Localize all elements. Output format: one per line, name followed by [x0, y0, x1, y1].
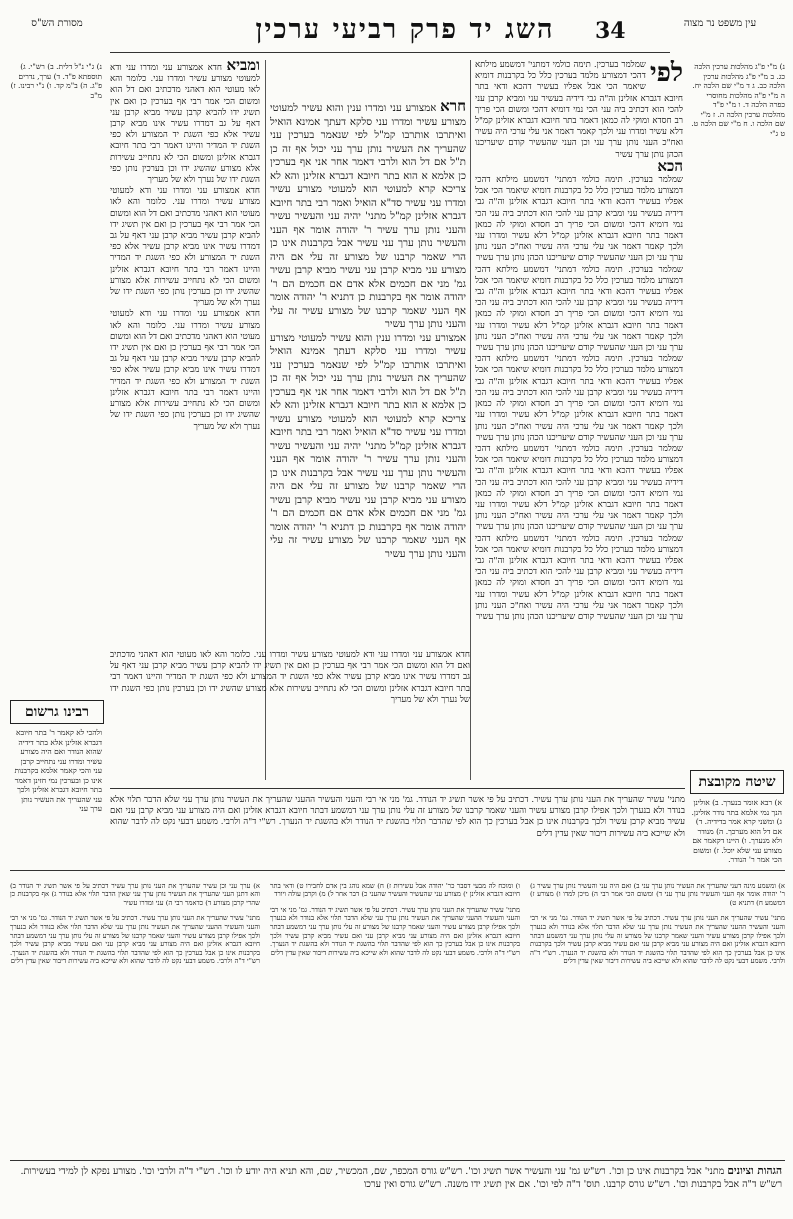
rashi-body: שמלמר בערכין. תימה כולמי דמתני' דמשמע מילתא דהכי דמצורע מלמד בערכין כלל כל בקרבנות דומיא שיאמר הכי אבל אפליו בעשיר דהכא ודאי בתר חיובא דגברא אזלינן וה"ה גבי דידיה בעשיר עני ומביא קרבן עני להכי הוא דכתיב ביה עני הכי נמי דומיא דהכי ומשום הכי פריך רב חסדא ומוקי לה כמאן דאמר בתר חיובא דגברא אזלינן קמ"ל דלא עשיר ומדרו עני ולכך קאמר דאמר אני עלי ערכי היה עשיר ואח"כ העני נותן ערך עני וכן העני שהעשיר קודם שיעריכנו הכהן נותן ערך עשיר	[475, 60, 683, 160]
rabbeinu-gershom-body: ולהכי לא קאמר ר' בתר חיובא דגברא אזלינן אלא בתר דידיה שהוא הנודר ואם היה מצורע עשיר ומדרו עני נתחייב קרבן עני והכי קאמר אלמא בקרבנות אינו כן ובערכין נמי חזינן דאמר בתר חיובא דגברא אזלינן ולכך עני שהעריך את העשיר נותן ערך עני	[14, 728, 102, 813]
page-number: 34	[595, 18, 626, 44]
footnotes-right-text: א) ומשמע מינה דעני שהעריך את העשיר נותן ערך עני ב) ואם היה עני והעשיר נותן ערך עשיר ג) ר' יהודה אומר אף העני והעשיר נותן ערך עני ד) ומשום הכי אמר רבי ה) מיכן למדו ו) מצורע ז) דמשמע ח) דתניא ט)	[530, 881, 785, 907]
divider-right	[470, 60, 471, 780]
footnotes-right	[530, 875, 785, 1155]
rashi-body-repeat-3: שמלמר בערכין. תימה כולמי דמתני' דמשמע מילתא דהכי דמצורע מלמד בערכין כלל כל בקרבנות דומיא שיאמר הכי אבל אפליו בעשיר דהכא ודאי בתר חיובא דגברא אזלינן וה"ה גבי דידיה בעשיר עני ומביא קרבן עני להכי הוא דכתיב ביה עני הכי נמי דומיא דהכי ומשום הכי פריך רב חסדא ומוקי לה כמאן דאמר בתר חיובא דגברא אזלינן קמ"ל דלא עשיר ומדרו עני ולכך קאמר דאמר אני עלי ערכי היה עשיר ואח"כ העני נותן ערך עני וכן העני שהעשיר קודם שיעריכנו הכהן נותן ערך עשיר	[475, 354, 683, 443]
rashi-column	[475, 60, 683, 780]
haggahot-text: מתני' אבל בקרבנות אינו כן וכו'. רש"ש גמ' עני והעשיר אשר תשיג וכו'. רש"ש גורס המכפר, שם, המכשיר, שם, והא תניא היה יודע לו וכו'. רש"י ד"ה ולרבי וכו'. מצורע נפקא לן למידי בעשירות. רש"ש ד"ה אבל בקרבנות וכו'. רש"ש גורס קרבנו. תוס' ד"ה לפי וכו'. אם אין תשיג ידו משנה. רש"ש גורס ואין ערכו	[20, 1166, 782, 1190]
tosafot-body-repeat: חדא אמצורע עני ומדרו עני ודא למעוטי מצורע עשיר ומדרו עני. כלומר והא לאו מעוטי הוא דאהני מדכתיב ואם דל הוא ומשום הכי אמר רבי אף בערכין כן ואם אין תשיג ידו להביא קרבן עשיר מביא קרבן עני דאף על גב דמדרו עשיר אינו מביא קרבן עשיר אלא כפי השגת יד המצורע ולא כפי השגת יד המדיר והיינו דאמר רבי בתר חיובא דגברא אזלינן ומשום הכי לא נתחייב עשירות אלא מצורע שהשיג ידו וכן בערכין נותן כפי השגת ידו של נערך ולא של מעריך	[110, 186, 260, 309]
tosafot-body: חדא אמצורע עני ומדרו עני ודא למעוטי מצורע עשיר ומדרו עני. כלומר והא לאו מעוטי הוא דאהני מדכתיב ואם דל הוא ומשום הכי אמר רבי אף בערכין כן ואם אין תשיג ידו להביא קרבן עשיר מביא קרבן עני דאף על גב דמדרו עשיר אינו מביא קרבן עשיר אלא כפי השגת יד המצורע ולא כפי השגת יד המדיר והיינו דאמר רבי בתר חיובא דגברא אזלינן ומשום הכי לא נתחייב עשירות אלא מצורע שהשיג ידו וכן בערכין נותן כפי השגת ידו של נערך ולא של מעריך	[110, 63, 260, 186]
rashi-body-repeat-5: שמלמר בערכין. תימה כולמי דמתני' דמשמע מילתא דהכי דמצורע מלמד בערכין כלל כל בקרבנות דומיא שיאמר הכי אבל אפליו בעשיר דהכא ודאי בתר חיובא דגברא אזלינן וה"ה גבי דידיה בעשיר עני ומביא קרבן עני להכי הוא דכתיב ביה עני הכי נמי דומיא דהכי ומשום הכי פריך רב חסדא ומוקי לה כמאן דאמר בתר חיובא דגברא אזלינן קמ"ל דלא עשיר ומדרו עני ולכך קאמר דאמר אני עלי ערכי היה עשיר ואח"כ העני נותן ערך עני וכן העני שהעשיר קודם שיעריכנו הכהן נותן ערך עשיר	[475, 533, 683, 622]
footnote-rule	[10, 870, 785, 871]
page-title: השג יד פרק רביעי ערכין	[255, 14, 555, 45]
shita-mekubetzet-body: א) רבא אומר בנערך. ב) אולינן הנך נמי אלמא בתר נודר אזלינן. ג) ומשני קרא אמר בדידיה. ד) אם דל הוא מערכך. ה) מנודר ולא מנערך. ו) היינו דקאמר אם מצורע עני שלא יוכל. ז) ומשום הכי אמר ר' הנודר.	[691, 798, 782, 864]
footnotes-center	[270, 875, 520, 1155]
rashi-body-repeat: שמלמר בערכין. תימה כולמי דמתני' דמשמע מילתא דהכי דמצורע מלמד בערכין כלל כל בקרבנות דומיא שיאמר הכי אבל אפליו בעשיר דהכא ודאי בתר חיובא דגברא אזלינן וה"ה גבי דידיה בעשיר עני ומביא קרבן עני להכי הוא דכתיב ביה עני הכי נמי דומיא דהכי ומשום הכי פריך רב חסדא ומוקי לה כמאן דאמר בתר חיובא דגברא אזלינן קמ"ל דלא עשיר ומדרו עני ולכך קאמר דאמר אני עלי ערכי היה עשיר ואח"כ העני נותן ערך עני וכן העני שהעשיר קודם שיעריכנו הכהן נותן ערך עשיר	[475, 175, 683, 264]
rashi-body-repeat-4: שמלמר בערכין. תימה כולמי דמתני' דמשמע מילתא דהכי דמצורע מלמד בערכין כלל כל בקרבנות דומיא שיאמר הכי אבל אפליו בעשיר דהכא ודאי בתר חיובא דגברא אזלינן וה"ה גבי דידיה בעשיר עני ומביא קרבן עני להכי הוא דכתיב ביה עני הכי נמי דומיא דהכי ומשום הכי פריך רב חסדא ומוקי לה כמאן דאמר בתר חיובא דגברא אזלינן קמ"ל דלא עשיר ומדרו עני ולכך קאמר דאמר אני עלי ערכי היה עשיר ואח"כ העני נותן ערך עני וכן העני שהעשיר קודם שיעריכנו הכהן נותן ערך עשיר	[475, 443, 683, 533]
gemara-body: אמצורע עני ומדרו ענין והוא עשיר למעוטי מצורע עשיר ומדרו עני סלקא דעתך אמינא הואיל ואיתרבו אותרבו קמ"ל לפי שנאמר בערכין עני שהעריך את העשיר נותן ערך עני יכול אף זה כן ת"ל אם דל הוא ולרבי דאמר אחר אני אף בערכין כן אלמא א הוא בתר חיובא דגברא אזלינן והא לא צריכא קרא למעוטי הוא למעוטי מצורע עשיר ומדרו עני עשיר סד"א הואיל ואמר רבי בתר חיובא דגברא אזלינן קמ"ל מתני' יהיה עני והעשיר עשיר והעני נותן ערך עשיר ר' יהודה אומר אף העני והעשיר נותן ערך עני עשיר אבל בקרבנות אינו כן הרי שאמר קרבנו של מצורע זה עלי אם היה מצורע עני מביא קרבן עני עשיר מביא קרבן עשיר גמ' מני אם חכמים אלא אדם אם חכמים הם ר' יהודה אומר אף בקרבנות כן דתניא ר' יהודה אומר אף העני שאמר קרבנו של מצורע עשיר זה עלי והעני נותן ערך עשיר	[270, 103, 466, 330]
gemara-body-repeat: אמצורע עני ומדרו ענין והוא עשיר למעוטי מצורע עשיר ומדרו עני סלקא דעתך אמינא הואיל ואיתרבו אותרבו קמ"ל לפי שנאמר בערכין עני שהעריך את העשיר נותן ערך עני יכול אף זה כן ת"ל אם דל הוא ולרבי דאמר אחר אני אף בערכין כן אלמא א הוא בתר חיובא דגברא אזלינן והא לא צריכא קרא למעוטי הוא למעוטי מצורע עשיר ומדרו עני עשיר סד"א הואיל ואמר רבי בתר חיובא דגברא אזלינן קמ"ל מתני' יהיה עני והעשיר עשיר והעני נותן ערך עשיר ר' יהודה אומר אף העני והעשיר נותן ערך עני עשיר אבל בקרבנות אינו כן הרי שאמר קרבנו של מצורע זה עלי אם היה מצורע עני מביא קרבן עני עשיר מביא קרבן עשיר גמ' מני אם חכמים אלא אדם אם חכמים הם ר' יהודה אומר אף בקרבנות כן דתניא ר' יהודה אומר אף העני שאמר קרבנו של מצורע עשיר זה עלי והעני נותן ערך עשיר	[270, 332, 466, 560]
header-rule	[110, 52, 670, 53]
tosafot-column	[110, 60, 260, 640]
footnotes-center-text-2: מתני' עשיר שהעריך את העני נותן ערך עשיר. דכתיב על פי אשר תשיג יד הנודר. גמ' מני אי רבי והעני והעשיר ההעני שהעריך את העשיר נותן ערך עני שלא הדבר תלוי אלא בנודר ולא בנערך ולכך אפילו קרבן מצורע עשיר והעני שאמר קרבנו של מצורע זה עלי נותן ערך עני דמשמע דבתר חיובא דגברא אזלינן ואם היה מצורע עני מביא קרבן עני ואם עשיר מביא קרבן עשיר ולכך בקרבנות אינו כן אבל בערכין כך הוא לפי שהדבר תלוי בהשגת יד הנודר ולא בהשגת יד הנערך. רש"י ד"ה ולרבי. משמע דבעי נקט לה לדבר שהוא ולא שייכא ביה עשירות דיבור שאין עדין דלים	[270, 905, 520, 957]
gemara-column	[270, 100, 466, 660]
tosafot-continuation: חדא אמצורע עני ומדרו עני ודא למעוטי מצורע עשיר ומדרו עני. כלומר והא לאו מעוטי הוא דאהני מדכתיב ואם דל הוא ומשום הכי אמר רבי אף בערכין כן ואם אין תשיג ידו להביא קרבן עשיר מביא קרבן עני דאף על גב דמדרו עשיר אינו מביא קרבן עשיר אלא כפי השגת יד המצורע ולא כפי השגת יד המדיר והיינו דאמר רבי בתר חיובא דגברא אזלינן ומשום הכי לא נתחייב עשירות אלא מצורע שהשיג ידו וכן בערכין נותן כפי השגת ידו של נערך ולא של מעריך	[110, 650, 470, 705]
header-right-note: עין משפט נר מצוה	[683, 18, 757, 29]
header-left-note: מסורת הש"ס	[31, 18, 83, 29]
ein-mishpat-notes: נ) מ"י פ"ג מהלכות ערכין הלכה כג. ב מ"י פ"ג מהלכות ערכין הלכה כב. ג ד מ"י שם הלכה יח. ה מ"י פ"ה מהלכות מחוסרי כפרה הלכה ד. ו מ"י פ"ד מהלכות ערכין הלכה ה. ז מ"י שם הלכה ו. ח מ"י שם הלכה ט. ט ג"י	[691, 62, 785, 138]
footnotes-left-text: א) ערך עני וכן עשיר שהעריך את העני נותן ערך עשיר דכתיב על פי אשר תשיג יד הנודר ב) והא דתנן העני שהעריך את העשיר נותן ערך עני שאין הדבר תלוי אלא בנודר ג) אף בקרבנות כן שהרי קרבן מצורע ד) כדאמר רבי ה) עני ומדרו עשיר	[10, 881, 260, 907]
mesoret-hashas-notes: נ) ג"י נ"ל דלית. ב) רש"י. ג) תוספתא פ"ד. ד) ערך, נדרים פ"ג. ה) ב"מ קד. ו) נ"י רבינו. ז) מ"ב	[10, 62, 102, 100]
tosafot-lead-word: ומביא	[226, 60, 260, 74]
haggahot-label: הגהות וציונים	[727, 1165, 782, 1177]
gemara-lead-word: חרא	[440, 100, 466, 115]
page-header	[0, 10, 793, 50]
shita-mekubetzet-title: שיטה מקובצת	[690, 770, 784, 794]
footnotes-right-text-2: מתני' עשיר שהעריך את העני נותן ערך עשיר. דכתיב על פי אשר תשיג יד הנודר. גמ' מני אי רבי והעני והעשיר ההעני שהעריך את העשיר נותן ערך עני שלא הדבר תלוי אלא בנודר ולא בנערך ולכך אפילו קרבן מצורע עשיר והעני שאמר קרבנו של מצורע זה עלי נותן ערך עני דמשמע דבתר חיובא דגברא אזלינן ואם היה מצורע עני מביא קרבן עני ואם עשיר מביא קרבן עשיר ולכך בקרבנות אינו כן אבל בערכין כך הוא לפי שהדבר תלוי בהשגת יד הנודר ולא בהשגת יד הנערך. רש"י ד"ה ולרבי. משמע דבעי נקט לה לדבר שהוא ולא שייכא ביה עשירות דיבור שאין עדין דלים	[530, 914, 785, 966]
tosafot-body-repeat-2: חדא אמצורע עני ומדרו עני ודא למעוטי מצורע עשיר ומדרו עני. כלומר והא לאו מעוטי הוא דאהני מדכתיב ואם דל הוא ומשום הכי אמר רבי אף בערכין כן ואם אין תשיג ידו להביא קרבן עשיר מביא קרבן עני דאף על גב דמדרו עשיר אינו מביא קרבן עשיר אלא כפי השגת יד המצורע ולא כפי השגת יד המדיר והיינו דאמר רבי בתר חיובא דגברא אזלינן ומשום הכי לא נתחייב עשירות אלא מצורע שהשיג ידו וכן בערכין נותן כפי השגת ידו של נערך ולא של מעריך	[110, 309, 260, 432]
mid-rule	[110, 788, 685, 789]
haggahot-strip	[12, 1165, 782, 1191]
rashi-lead-word: לפי	[649, 60, 683, 88]
lower-commentary: מתני' עשיר שהעריך את העני נותן ערך עשיר. דכתיב על פי אשר תשיג יד הנודר. גמ' מני אי רבי והעני והעשיר ההעני שהעריך את העשיר נותן ערך עני שלא הדבר תלוי אלא בנודר ולא בנערך ולכך אפילו קרבן מצורע עשיר והעני שאמר קרבנו של מצורע זה עלי נותן ערך עני דמשמע דבתר חיובא דגברא אזלינן ואם היה מצורע עני מביא קרבן עני ואם עשיר מביא קרבן עשיר ולכך בקרבנות אינו כן אבל בערכין כך הוא לפי שהדבר תלוי בהשגת יד הנודר ולא בהשגת יד הנערך. רש"י ד"ה ולרבי. משמע דבעי נקט לה לדבר שהוא ולא שייכא ביה עשירות דיבור שאין עדין דלים	[110, 795, 685, 839]
footnotes-left	[10, 875, 260, 1155]
rashi-heading: הכא	[657, 156, 683, 175]
bottom-rule	[10, 1160, 785, 1161]
rabbeinu-gershom-title: רבינו גרשום	[10, 700, 104, 724]
footnotes-left-text-2: מתני' עשיר שהעריך את העני נותן ערך עשיר. דכתיב על פי אשר תשיג יד הנודר. גמ' מני אי רבי והעני והעשיר ההעני שהעריך את העשיר נותן ערך עני שלא הדבר תלוי אלא בנודר ולא בנערך ולכך אפילו קרבן מצורע עשיר והעני שאמר קרבנו של מצורע זה עלי נותן ערך עני דמשמע דבתר חיובא דגברא אזלינן ואם היה מצורע עני מביא קרבן עני ואם עשיר מביא קרבן עשיר ולכך בקרבנות אינו כן אבל בערכין כך הוא לפי שהדבר תלוי בהשגת יד הנודר ולא בהשגת יד הנערך. רש"י ד"ה ולרבי. משמע דבעי נקט לה לדבר שהוא ולא שייכא ביה עשירות דיבור שאין עדין דלים	[10, 914, 260, 966]
rashi-body-repeat-2: שמלמר בערכין. תימה כולמי דמתני' דמשמע מילתא דהכי דמצורע מלמד בערכין כלל כל בקרבנות דומיא שיאמר הכי אבל אפליו בעשיר דהכא ודאי בתר חיובא דגברא אזלינן וה"ה גבי דידיה בעשיר עני ומביא קרבן עני להכי הוא דכתיב ביה עני הכי נמי דומיא דהכי ומשום הכי פריך רב חסדא ומוקי לה כמאן דאמר בתר חיובא דגברא אזלינן קמ"ל דלא עשיר ומדרו עני ולכך קאמר דאמר אני עלי ערכי היה עשיר ואח"כ העני נותן ערך עני וכן העני שהעשיר קודם שיעריכנו הכהן נותן ערך עשיר	[475, 264, 683, 354]
footnotes-center-text: ו) ומוכח לה מבעי דסבר כר' יהודה אבל עשירות ז) ח) שמא נוהג בין אדם לחבירו ט) ודאי בתר חיובא דגברא אזלינן י) מצורע עני שהעשיר והעשיר שהעני כ) דבר אחר ל) מ) וקרבן עולה ויורד	[270, 881, 520, 899]
